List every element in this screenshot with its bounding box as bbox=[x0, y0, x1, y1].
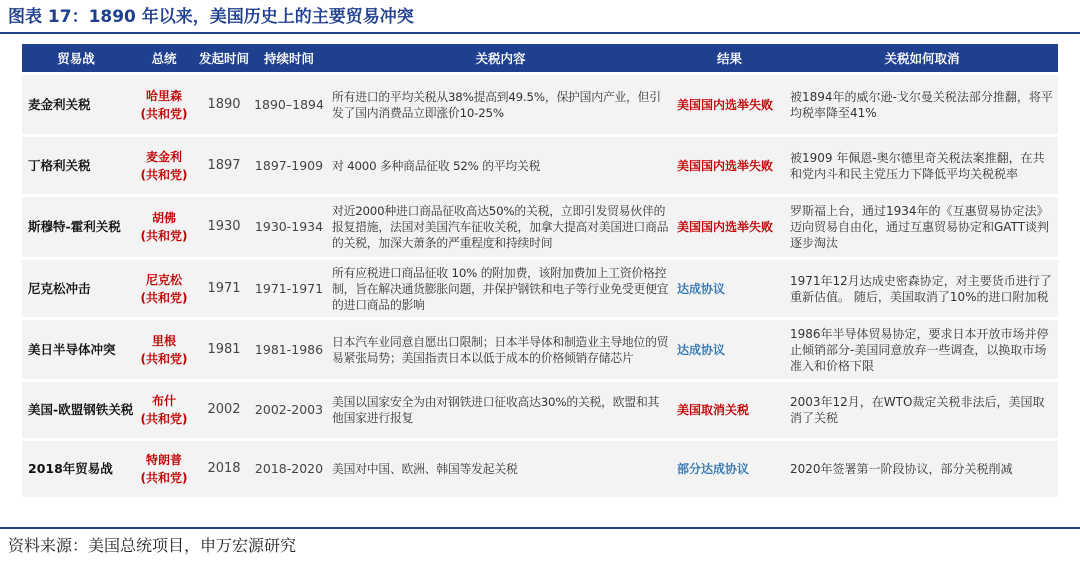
result: 达成协议 bbox=[673, 320, 786, 379]
president-name: 哈里森 bbox=[145, 88, 182, 103]
start-year: 1981 bbox=[198, 320, 250, 379]
result: 部分达成协议 bbox=[673, 441, 786, 497]
duration: 1890–1894 bbox=[250, 75, 328, 134]
trade-war-table bbox=[22, 41, 1058, 500]
title-divider bbox=[0, 32, 1080, 34]
trade-war-name: 美国-欧盟钢铁关税 bbox=[22, 382, 130, 438]
trade-war-name: 斯穆特-霍利关税 bbox=[22, 197, 130, 257]
table-row bbox=[22, 197, 1058, 257]
tariff-content: 对 4000 多种商品征收 52% 的平均关税 bbox=[328, 137, 673, 194]
table-row bbox=[22, 260, 1058, 317]
president-party: (共和党) bbox=[140, 167, 188, 182]
column-header-tariff-content: 关税内容 bbox=[328, 44, 673, 72]
table-row bbox=[22, 441, 1058, 497]
table-header-row bbox=[22, 44, 1058, 72]
president-name: 尼克松 bbox=[145, 272, 182, 287]
how-tariffs-ended: 罗斯福上台，通过1934年的《互惠贸易协定法》迈向贸易自由化，通过互惠贸易协定和GATT谈判逐步淘汰 bbox=[786, 197, 1058, 257]
how-tariffs-ended: 被1894年的威尔逊-戈尔曼关税法部分推翻，将平均税率降至41% bbox=[786, 75, 1058, 134]
start-year: 1890 bbox=[198, 75, 250, 134]
duration: 1897-1909 bbox=[250, 137, 328, 194]
result: 美国取消关税 bbox=[673, 382, 786, 438]
result: 美国国内选举失败 bbox=[673, 137, 786, 194]
start-year: 1971 bbox=[198, 260, 250, 317]
trade-war-name: 尼克松冲击 bbox=[22, 260, 130, 317]
duration: 2018-2020 bbox=[250, 441, 328, 497]
result: 美国国内选举失败 bbox=[673, 75, 786, 134]
result: 达成协议 bbox=[673, 260, 786, 317]
table-row bbox=[22, 320, 1058, 379]
tariff-content: 日本汽车业同意自愿出口限制；日本半导体和制造业主导地位的贸易紧张局势；美国指责日本以低于成本的价格倾销存储芯片 bbox=[328, 320, 673, 379]
result: 美国国内选举失败 bbox=[673, 197, 786, 257]
president-name: 麦金利 bbox=[145, 149, 182, 164]
president-party: (共和党) bbox=[140, 229, 188, 243]
president-cell bbox=[130, 260, 198, 317]
source-note: 资料来源：美国总统项目，申万宏源研究 bbox=[8, 536, 297, 555]
column-header-president: 总统 bbox=[130, 44, 198, 72]
column-header-how-ended: 关税如何取消 bbox=[786, 44, 1058, 72]
how-tariffs-ended: 1986年半导体贸易协定，要求日本开放市场并停止倾销部分-美国同意放弃一些调查，以换取市场准入和价格下限 bbox=[786, 320, 1058, 379]
tariff-content: 所有进口的平均关税从38%提高到49.5%，保护国内产业，但引发了国内消费品立即涨价10-25% bbox=[328, 75, 673, 134]
duration: 2002-2003 bbox=[250, 382, 328, 438]
president-cell bbox=[130, 320, 198, 379]
tariff-content: 美国以国家安全为由对钢铁进口征收高达30%的关税，欧盟和其他国家进行报复 bbox=[328, 382, 673, 438]
figure-title: 图表 17：1890 年以来，美国历史上的主要贸易冲突 bbox=[8, 7, 414, 27]
how-tariffs-ended: 被1909 年佩恩-奥尔德里奇关税法案推翻，在共和党内斗和民主党压力下降低平均关税税率 bbox=[786, 137, 1058, 194]
president-cell bbox=[130, 197, 198, 257]
tariff-content: 所有应税进口商品征收 10% 的附加费，该附加费加上工资价格控制，旨在解决通货膨胀问题，并保护钢铁和电子等行业免受更便宜的进口商品的影响 bbox=[328, 260, 673, 317]
how-tariffs-ended: 2003年12月，在WTO裁定关税非法后，美国取消了关税 bbox=[786, 382, 1058, 438]
president-party: (共和党) bbox=[140, 106, 188, 121]
duration: 1930-1934 bbox=[250, 197, 328, 257]
trade-war-name: 丁格利关税 bbox=[22, 137, 130, 194]
trade-war-name: 麦金利关税 bbox=[22, 75, 130, 134]
president-cell bbox=[130, 137, 198, 194]
how-tariffs-ended: 1971年12月达成史密森协定，对主要货币进行了重新估值。 随后，美国取消了10%的进口附加税 bbox=[786, 260, 1058, 317]
president-name: 里根 bbox=[151, 333, 176, 348]
start-year: 1897 bbox=[198, 137, 250, 194]
tariff-content: 对近2000种进口商品征收高达50%的关税，立即引发贸易伙伴的报复措施，法国对美国汽车征收关税，加拿大提高对美国进口商品的关税，加深大萧条的严重程度和持续时间 bbox=[328, 197, 673, 257]
trade-war-name: 美日半导体冲突 bbox=[22, 320, 130, 379]
how-tariffs-ended: 2020年签署第一阶段协议，部分关税削减 bbox=[786, 441, 1058, 497]
column-header-duration: 持续时间 bbox=[250, 44, 328, 72]
president-name: 布什 bbox=[151, 394, 176, 408]
duration: 1981-1986 bbox=[250, 320, 328, 379]
bottom-divider bbox=[0, 527, 1080, 529]
table-row bbox=[22, 382, 1058, 438]
column-header-start-year: 发起时间 bbox=[198, 44, 250, 72]
column-header-trade-war: 贸易战 bbox=[22, 44, 130, 72]
president-party: (共和党) bbox=[140, 471, 188, 485]
president-party: (共和党) bbox=[140, 290, 188, 305]
president-cell bbox=[130, 382, 198, 438]
start-year: 2002 bbox=[198, 382, 250, 438]
table-row bbox=[22, 75, 1058, 134]
start-year: 2018 bbox=[198, 441, 250, 497]
table-row bbox=[22, 137, 1058, 194]
president-name: 胡佛 bbox=[151, 211, 176, 225]
column-header-result: 结果 bbox=[673, 44, 786, 72]
start-year: 1930 bbox=[198, 197, 250, 257]
table-body bbox=[22, 75, 1058, 497]
trade-war-name: 2018年贸易战 bbox=[22, 441, 130, 497]
president-cell bbox=[130, 75, 198, 134]
duration: 1971-1971 bbox=[250, 260, 328, 317]
president-cell bbox=[130, 441, 198, 497]
president-party: (共和党) bbox=[140, 351, 188, 366]
tariff-content: 美国对中国、欧洲、韩国等发起关税 bbox=[328, 441, 673, 497]
president-name: 特朗普 bbox=[145, 453, 182, 467]
president-party: (共和党) bbox=[140, 412, 188, 426]
